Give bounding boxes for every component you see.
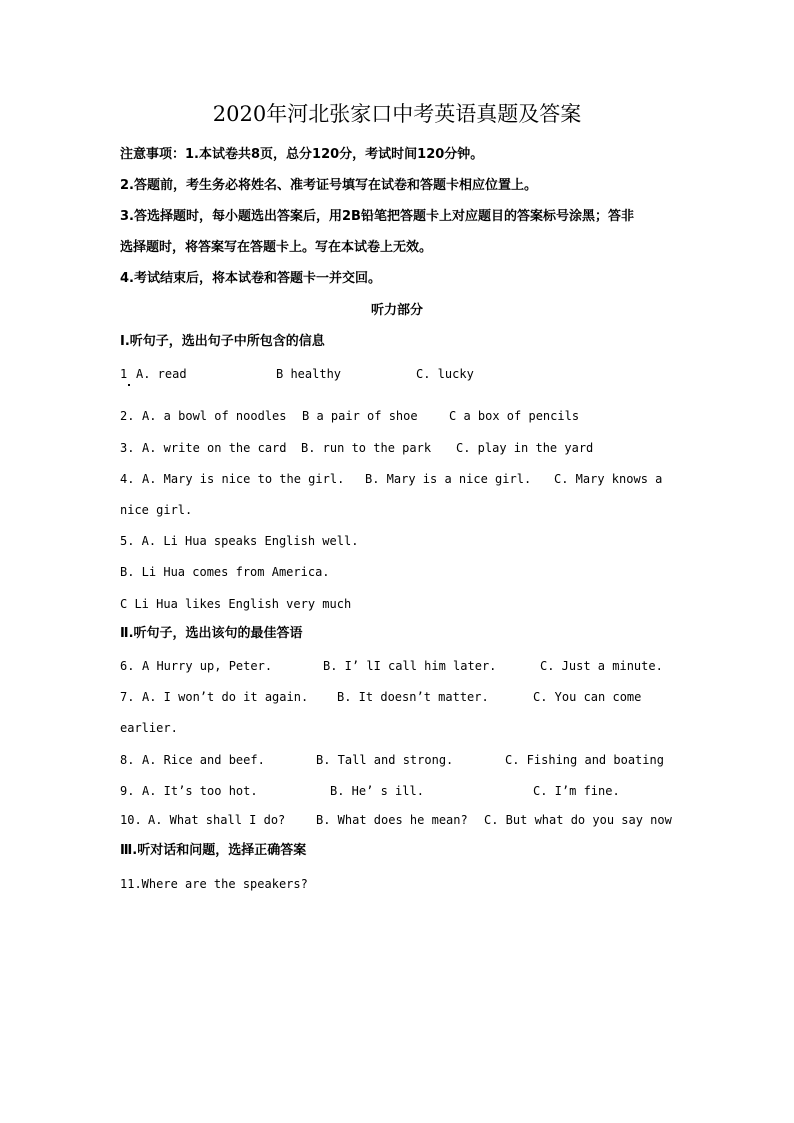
q4-option-a: A. Mary is nice to the girl. xyxy=(142,472,345,486)
q7-option-b: B. It doesn’t matter. xyxy=(337,690,489,704)
q3-option-c: C. play in the yard xyxy=(456,441,594,455)
q5-line-1: 5. A. Li Hua speaks English well. xyxy=(120,534,359,548)
q3-option-a: A. write on the card xyxy=(142,441,287,455)
q9-number: 9. xyxy=(120,784,135,798)
q3-option-b: B. run to the park xyxy=(301,441,432,455)
note-4: 4.考试结束后，将本试卷和答题卡一并交回。 xyxy=(120,271,381,286)
q10-option-b: B. What does he mean? xyxy=(316,813,468,827)
note-3-line-2: 选择题时，将答案写在答题卡上。写在本试卷上无效。 xyxy=(120,240,433,255)
note-3-line-1: 3.答选择题时，每小题选出答案后，用2B铅笔把答题卡上对应题目的答案标号涂黑；答非 xyxy=(120,209,634,224)
q4-option-b: B. Mary is a nice girl. xyxy=(365,472,532,486)
section-3-heading: Ⅲ.听对话和问题，选择正确答案 xyxy=(120,843,307,858)
q6-option-b: B. I’ lI call him later. xyxy=(323,659,497,673)
q7-option-c-continued: earlier. xyxy=(120,721,178,735)
section-1-heading: Ⅰ.听句子，选出句子中所包含的信息 xyxy=(120,334,325,349)
q7-option-c: C. You can come xyxy=(533,690,642,704)
q2-option-a: A. a bowl of noodles xyxy=(142,409,287,423)
page-title: 2020年河北张家口中考英语真题及答案 xyxy=(212,102,582,126)
q6-number: 6. xyxy=(120,659,135,673)
q1-option-b: B healthy xyxy=(276,367,342,381)
note-2: 2.答题前，考生务必将姓名、准考证号填写在试卷和答题卡相应位置上。 xyxy=(120,178,537,193)
q1-option-c: C. lucky xyxy=(416,367,474,381)
q11-question: 11.Where are the speakers? xyxy=(120,877,308,891)
q9-option-b: B. He’ s ill. xyxy=(330,784,424,798)
q4-option-c-continued: nice girl. xyxy=(120,503,193,517)
q4-number: 4. xyxy=(120,472,135,486)
q1-dot-mark xyxy=(128,384,130,386)
q3-number: 3. xyxy=(120,441,135,455)
q5-line-2: B. Li Hua comes from America. xyxy=(120,565,330,579)
q10-option-c: C. But what do you say now xyxy=(484,813,672,827)
section-2-heading: Ⅱ.听句子，选出该句的最佳答语 xyxy=(120,626,303,641)
q6-option-a: A Hurry up, Peter. xyxy=(142,659,273,673)
q7-number: 7. xyxy=(120,690,135,704)
q2-option-b: B a pair of shoe xyxy=(302,409,418,423)
q2-number: 2. xyxy=(120,409,135,423)
q1-number: 1 xyxy=(120,367,128,381)
note-1: 注意事项：1.本试卷共8页，总分120分，考试时间120分钟。 xyxy=(120,147,484,162)
q10-number: 10. xyxy=(120,813,142,827)
q9-option-a: A. It’s too hot. xyxy=(142,784,258,798)
q1-option-a: A. read xyxy=(136,367,187,381)
q8-option-b: B. Tall and strong. xyxy=(316,753,454,767)
q4-option-c: C. Mary knows a xyxy=(554,472,663,486)
q10-option-a: A. What shall I do? xyxy=(148,813,286,827)
q8-option-a: A. Rice and beef. xyxy=(142,753,265,767)
q9-option-c: C. I’m fine. xyxy=(533,784,620,798)
q5-line-3: C Li Hua likes English very much xyxy=(120,597,352,611)
q6-option-c: C. Just a minute. xyxy=(540,659,663,673)
q2-option-c: C a box of pencils xyxy=(449,409,580,423)
part-title: 听力部分 xyxy=(370,303,423,318)
q8-number: 8. xyxy=(120,753,135,767)
q7-option-a: A. I won’t do it again. xyxy=(142,690,309,704)
q8-option-c: C. Fishing and boating xyxy=(505,753,664,767)
